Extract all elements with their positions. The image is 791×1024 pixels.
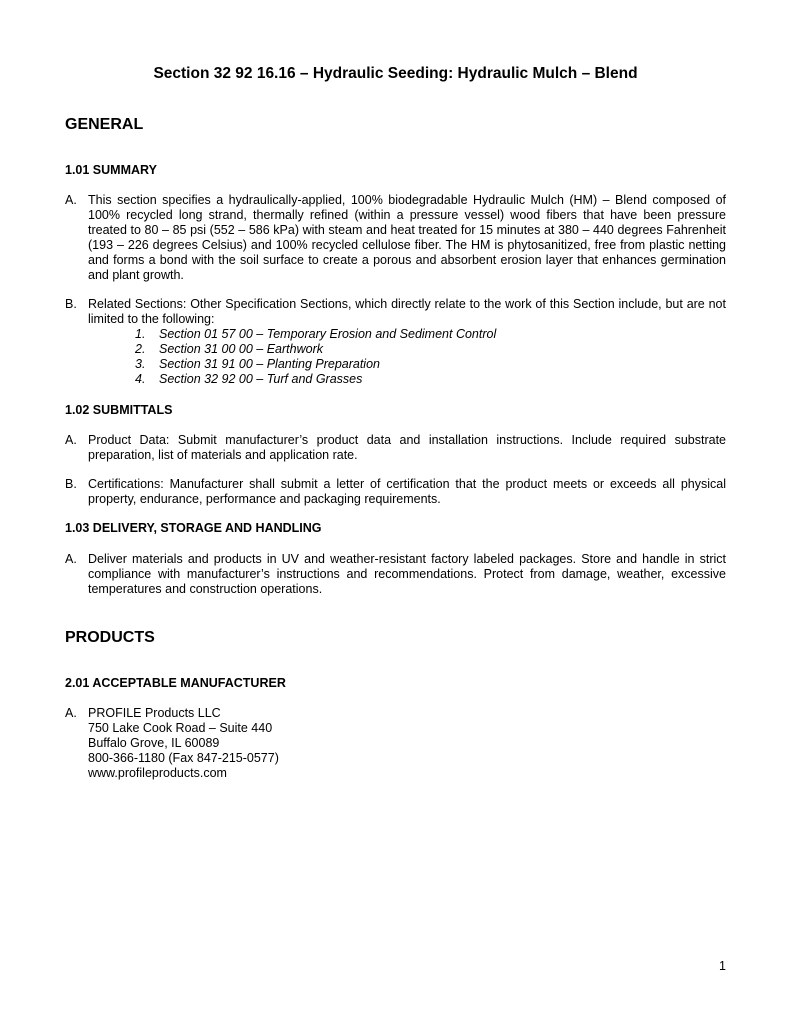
list-item (135, 342, 496, 357)
city-state-zip: Buffalo Grove, IL 60089 (88, 736, 220, 750)
paragraph-marker: A. (65, 706, 77, 720)
document-title: Section 32 92 16.16 – Hydraulic Seeding: Hydraulic Mulch – Blend (153, 65, 638, 82)
list-item-number: 1. (135, 327, 146, 341)
paragraph-marker: B. (65, 477, 77, 491)
paragraph-text: Certifications: Manufacturer shall submit a letter of certification that the product meets or exceeds all physical property, endurance, performance and packaging requirements. (88, 477, 726, 506)
list-item-text: Section 31 00 00 – Earthwork (159, 342, 323, 356)
list-item (135, 372, 496, 387)
list-item-text: Section 31 91 00 – Planting Preparation (159, 357, 380, 371)
list-item-text: Section 32 92 00 – Turf and Grasses (159, 372, 363, 386)
section-heading-summary: 1.01 SUMMARY (65, 163, 157, 177)
paragraph-text: Related Sections: Other Specification Sections, which directly relate to the work of this Section include, but are not limited to the following: (88, 297, 726, 326)
submittals-paragraph-b (65, 477, 726, 507)
paragraph-marker: B. (65, 297, 77, 311)
section-heading-manufacturer: 2.01 ACCEPTABLE MANUFACTURER (65, 676, 286, 690)
list-item-text: Section 01 57 00 – Temporary Erosion and Sediment Control (159, 327, 497, 341)
website: www.profileproducts.com (88, 766, 227, 780)
summary-paragraph-b (65, 297, 726, 327)
part-heading-products: PRODUCTS (65, 629, 155, 646)
list-item-number: 3. (135, 357, 146, 371)
paragraph-marker: A. (65, 552, 77, 566)
street-address: 750 Lake Cook Road – Suite 440 (88, 721, 273, 735)
paragraph-marker: A. (65, 433, 77, 447)
related-sections-list (135, 327, 496, 387)
section-heading-submittals: 1.02 SUBMITTALS (65, 403, 173, 417)
manufacturer-address (88, 706, 279, 781)
part-heading-general: GENERAL (65, 116, 144, 133)
submittals-paragraph-a (65, 433, 726, 463)
list-item-number: 4. (135, 372, 146, 386)
phone-fax: 800-366-1180 (Fax 847-215-0577) (88, 751, 279, 765)
paragraph-text: Deliver materials and products in UV and weather-resistant factory labeled packages. Store and handle in strict compliance with manufacturer’s instructions and recommendations. Protect from damage, weather, excessive temperatures and construction operations. (88, 552, 726, 596)
section-heading-delivery: 1.03 DELIVERY, STORAGE AND HANDLING (65, 521, 322, 535)
list-item (135, 327, 496, 342)
company-name: PROFILE Products LLC (88, 706, 221, 720)
delivery-paragraph-a (65, 552, 726, 597)
paragraph-text: Product Data: Submit manufacturer’s product data and installation instructions. Include required substrate preparation, list of materials and application rate. (88, 433, 726, 462)
paragraph-marker: A. (65, 193, 77, 207)
page-number: 1 (719, 959, 726, 973)
list-item-number: 2. (135, 342, 146, 356)
list-item (135, 357, 496, 372)
summary-paragraph-a (65, 193, 726, 283)
paragraph-text: This section specifies a hydraulically-applied, 100% biodegradable Hydraulic Mulch (HM) – Blend composed of 100% recycled long strand, thermally refined (within a pressure vessel) wood fibers that have been pressure treated to 80 – 85 psi (552 – 586 kPa) with steam and heat treated for 15 minutes at 380 – 440 degrees Fahrenheit (193 – 226 degrees Celsius) and 100% recycled cellulose fiber. The HM is phytosanitized, free from plastic netting and forms a bond with the soil surface to create a porous and absorbent erosion layer that enhances germination and plant growth. (88, 193, 726, 282)
